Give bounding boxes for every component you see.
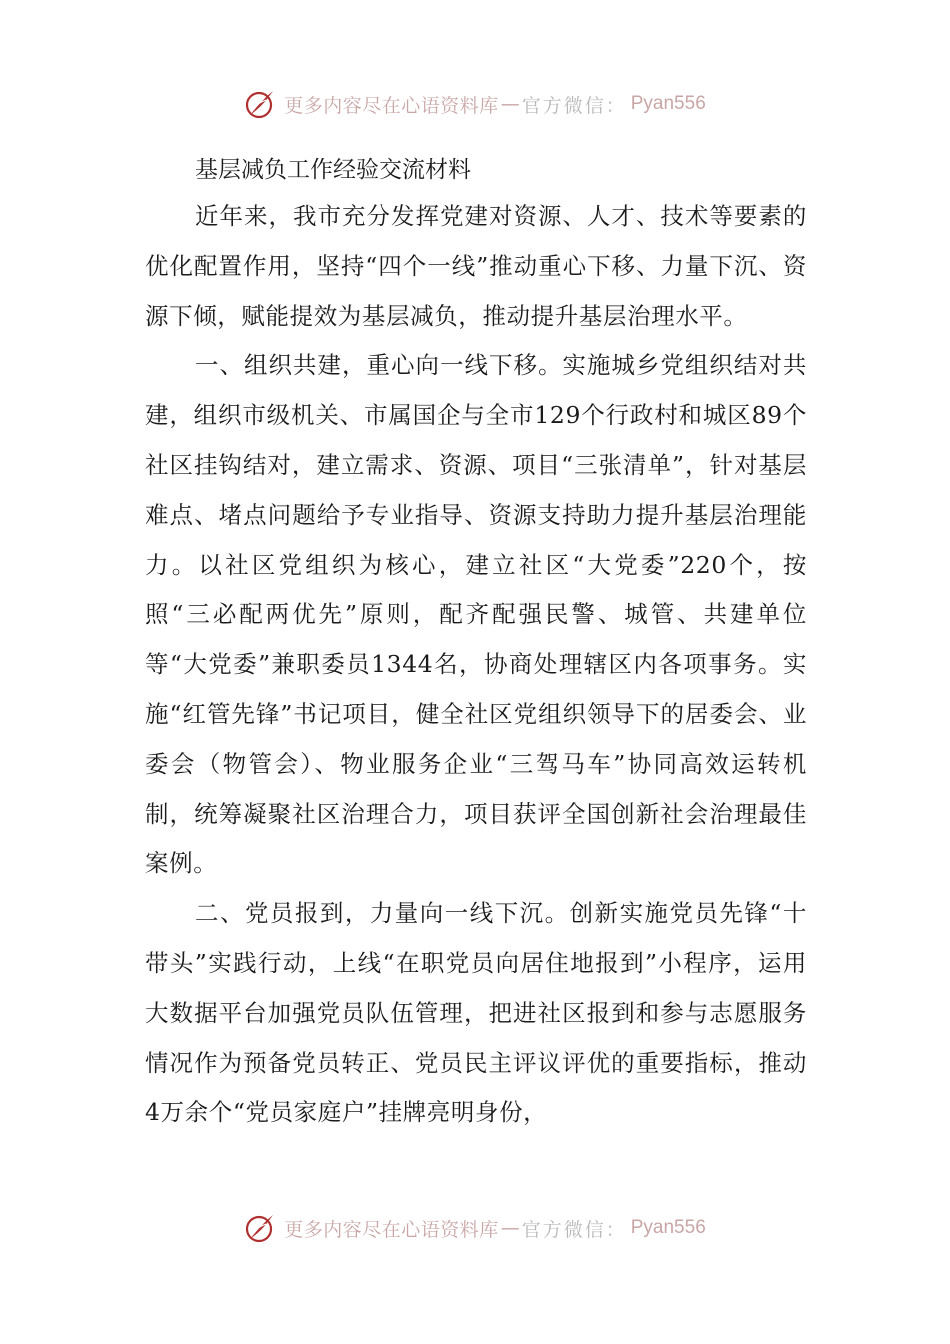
document-title: 基层减负工作经验交流材料 [195, 157, 471, 183]
banner-main-text: 更多内容尽在心语资料库 [284, 94, 499, 117]
banner-wechat-label: 官方微信： [521, 1218, 627, 1241]
banner-separator: — [500, 93, 520, 115]
banner-main-text: 更多内容尽在心语资料库 [284, 1218, 499, 1241]
quill-logo-icon [244, 88, 276, 120]
banner-wechat-label: 官方微信： [521, 94, 627, 117]
quill-logo-icon [244, 1212, 276, 1244]
document-body [145, 148, 807, 1138]
banner-wechat-id: Pyan556 [630, 93, 706, 114]
footer-banner [0, 1208, 950, 1248]
paragraph-section-two: 二、党员报到，力量向一线下沉。创新实施党员先锋“十带头”实践行动，上线“在职党员向居住地报到”小程序，运用大数据平台加强党员队伍管理，把进社区报到和参与志愿服务情况作为预备党员转正、党员民主评议评优的重要指标，推动4万余个“党员家庭户”挂牌亮明身份， [145, 899, 807, 1127]
banner-separator: — [500, 1217, 520, 1239]
paragraph-intro: 近年来，我市充分发挥党建对资源、人才、技术等要素的优化配置作用，坚持“四个一线”推动重心下移、力量下沉、资源下倾，赋能提效为基层减负，推动提升基层治理水平。 [145, 202, 807, 330]
banner-wechat-id: Pyan556 [630, 1217, 706, 1238]
paragraph-section-one: 一、组织共建，重心向一线下移。实施城乡党组织结对共建，组织市级机关、市属国企与全市129个行政村和城区89个社区挂钩结对，建立需求、资源、项目“三张清单”，针对基层难点、堵点问题给予专业指导、资源支持助力提升基层治理能力。以社区党组织为核心，建立社区“大党委”220个，按照“三必配两优先”原则，配齐配强民警、城管、共建单位等“大党委”兼职委员1344名，协商处理辖区内各项事务。实施“红管先锋”书记项目，健全社区党组织领导下的居委会、业委会（物管会）、物业服务企业“三驾马车”协同高效运转机制，统筹凝聚社区治理合力，项目获评全国创新社会治理最佳案例。 [145, 351, 807, 878]
header-banner [0, 84, 950, 124]
